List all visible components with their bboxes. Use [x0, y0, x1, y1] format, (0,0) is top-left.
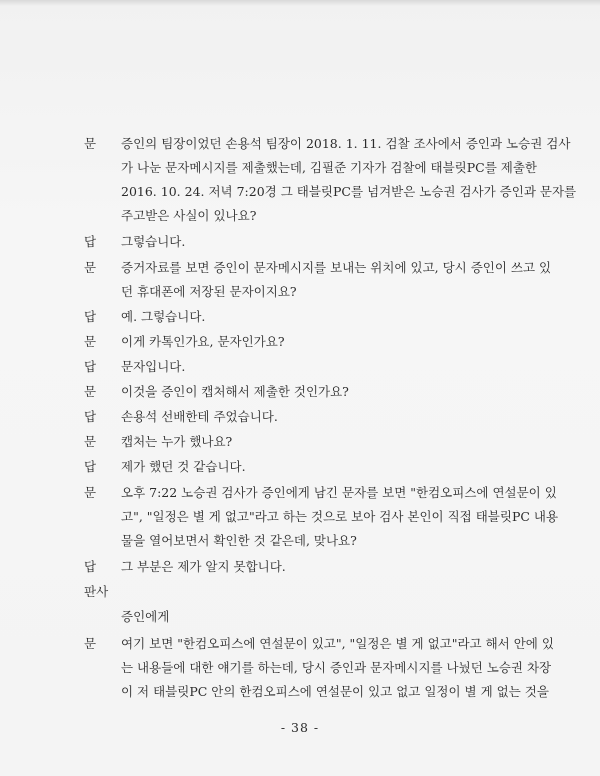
transcript-line: 예. 그렇습니다.	[121, 309, 206, 324]
transcript-line: 증거자료를 보면 증인이 문자메시지를 보내는 위치에 있고, 당시 증인이 쓰고 있	[121, 260, 552, 275]
speaker-marker: 문	[84, 434, 97, 449]
speaker-marker: 답	[84, 359, 97, 374]
transcript-line: 캡처는 누가 했나요?	[121, 434, 233, 449]
speaker-marker: 답	[84, 309, 97, 324]
transcript-line: 이 저 태블릿PC 안의 한컴오피스에 연설문이 있고 없고 일정이 별 게 없는 것을	[121, 684, 549, 699]
transcript-line: 손용석 선배한테 주었습니다.	[121, 409, 278, 424]
transcript-line: 이것을 증인이 캡처해서 제출한 것인가요?	[121, 384, 349, 399]
speaker-marker: 문	[84, 384, 97, 399]
transcript-line: 주고받은 사실이 있나요?	[121, 208, 257, 223]
speaker-marker: 문	[84, 260, 97, 275]
speaker-marker: 답	[84, 234, 97, 249]
speaker-marker: 문	[84, 136, 97, 151]
speaker-marker: 판사	[84, 584, 109, 599]
page-number: - 38 -	[280, 720, 320, 735]
speaker-marker: 답	[84, 459, 97, 474]
transcript-line: 던 휴대폰에 저장된 문자이지요?	[121, 284, 297, 299]
speaker-marker: 문	[84, 485, 97, 500]
transcript-line: 고", "일정은 별 게 없고"라고 하는 것으로 보아 검사 본인이 직접 태블릿PC 내용	[121, 509, 559, 524]
transcript-line: 제가 했던 것 같습니다.	[121, 459, 246, 474]
transcript-line: 그렇습니다.	[121, 234, 186, 249]
speaker-marker: 답	[84, 559, 97, 574]
scan-top-edge	[0, 0, 600, 6]
transcript-line: 가 나눈 문자메시지를 제출했는데, 김필준 기자가 검찰에 태블릿PC를 제출한	[121, 160, 537, 175]
transcript-line: 오후 7:22 노승권 검사가 증인에게 남긴 문자를 보면 "한컴오피스에 연설문이 있	[121, 485, 557, 500]
transcript-line: 이게 카톡인가요, 문자인가요?	[121, 334, 285, 349]
speaker-marker: 답	[84, 409, 97, 424]
transcript-line: 물을 열어보면서 확인한 것 같은데, 맞나요?	[121, 533, 357, 548]
transcript-line: 2016. 10. 24. 저녁 7:20경 그 태블릿PC를 넘겨받은 노승권 검사가 증인과 문자를	[121, 184, 577, 199]
transcript-line: 증인의 팀장이었던 손용석 팀장이 2018. 1. 11. 검찰 조사에서 증인과 노승권 검사	[121, 136, 571, 151]
transcript-line: 증인에게	[121, 609, 170, 624]
transcript-line: 그 부분은 제가 알지 못합니다.	[121, 559, 286, 574]
transcript-line: 문자입니다.	[121, 359, 186, 374]
speaker-marker: 문	[84, 334, 97, 349]
speaker-marker: 문	[84, 636, 97, 651]
transcript-line: 는 내용들에 대한 얘기를 하는데, 당시 증인과 문자메시지를 나눴던 노승권 차장	[121, 660, 552, 675]
transcript-line: 여기 보면 "한컴오피스에 연설문이 있고", "일정은 별 게 없고"라고 해서 안에 있	[121, 636, 554, 651]
